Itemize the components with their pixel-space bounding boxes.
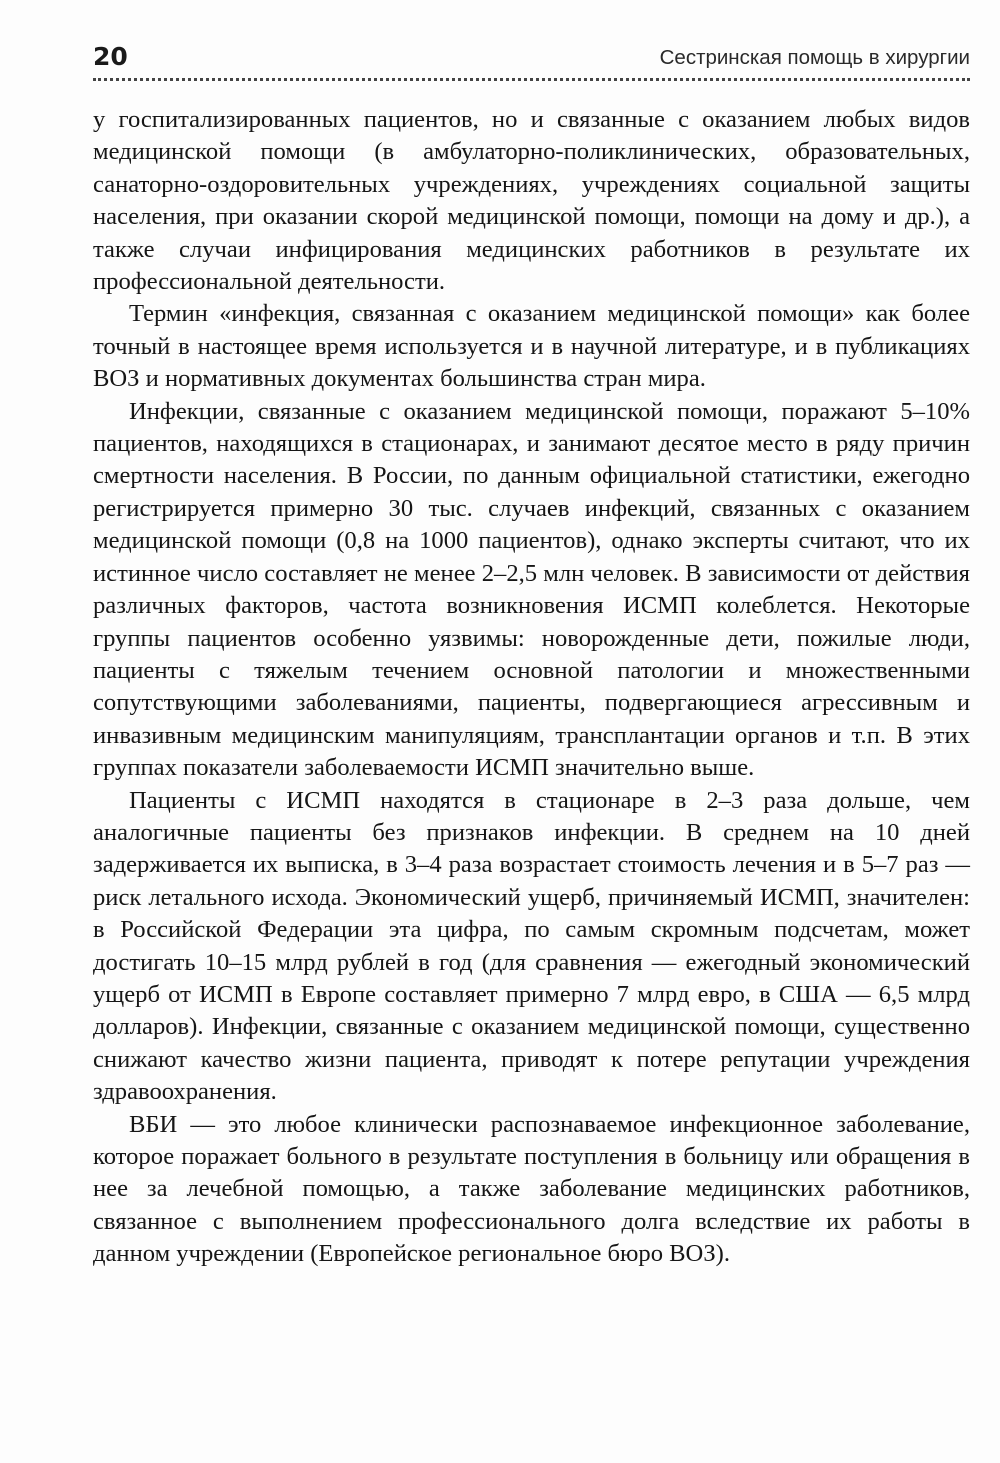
running-head — [93, 40, 970, 81]
paragraph-continuation: у госпитализированных пациентов, но и связанные с оказанием любых видов медицинской помощи (в амбулаторно-поликлинических, образовательных, санаторно-оздоровительных учреждениях, учреждениях социальной защиты населения, при оказании скорой медицинской помощи, помощи на дому и др.), а также случаи инфицирования медицинских работников в результате их профессиональной деятельности. — [93, 106, 970, 296]
body-text — [93, 104, 970, 1271]
paragraph-prevalence: Инфекции, связанные с оказанием медицинской помощи, поражают 5–10% пациентов, находящихся в стационарах, и занимают десятое место в ряду причин смертности населения. В России, по данным официальной статистики, ежегодно регистрируется примерно 30 тыс. случаев инфекций, связанных с оказанием медицинской помощи (0,8 на 1000 пациентов), однако эксперты считают, что их истинное число составляет не менее 2–2,5 млн человек. В зависимости от действия различных факторов, частота возникновения ИСМП колеблется. Некоторые группы пациентов особенно уязвимы: новорожденные дети, пожилые люди, пациенты с тяжелым течением основной патологии и множественными сопутствующими заболеваниями, пациенты, подвергающиеся агрессивным и инвазивным медицинским манипуляциям, трансплантации органов и т.п. В этих группах показатели заболеваемости ИСМП значительно выше. — [93, 397, 970, 782]
paragraph-vbi-definition: ВБИ — это любое клинически распознаваемое инфекционное заболевание, которое поражает больного в результате поступления в больницу или обращения в нее за лечебной помощью, а также заболевание медицинских работников, связанное с выполнением профессионального долга вследствие их работы в данном учреждении (Европейское региональное бюро ВОЗ). — [93, 1110, 970, 1268]
running-title: Сестринская помощь в хирургии — [659, 46, 970, 69]
paragraph-term-definition: Термин «инфекция, связанная с оказанием медицинской помощи» как более точный в настоящее время используется и в научной литературе, и в публикациях ВОЗ и нормативных документах большинства стран мира. — [93, 300, 970, 393]
page-number: 20 — [93, 42, 128, 71]
paragraph-economic-impact: Пациенты с ИСМП находятся в стационаре в 2–3 раза дольше, чем аналогичные пациенты без признаков инфекции. В среднем на 10 дней задерживается их выписка, в 3–4 раза возрастает стоимость лечения и в 5–7 раз — риск летального исхода. Экономический ущерб, причиняемый ИСМП, значителен: в Российской Федерации эта цифра, по самым скромным подсчетам, может достигать 10–15 млрд рублей в год (для сравнения — ежегодный экономический ущерб от ИСМП в Европе составляет примерно 7 млрд евро, в США — 6,5 млрд долларов). Инфекции, связанные с оказанием медицинской помощи, существенно снижают качество жизни пациента, приводят к потере репутации учреждения здравоохранения. — [93, 786, 970, 1106]
